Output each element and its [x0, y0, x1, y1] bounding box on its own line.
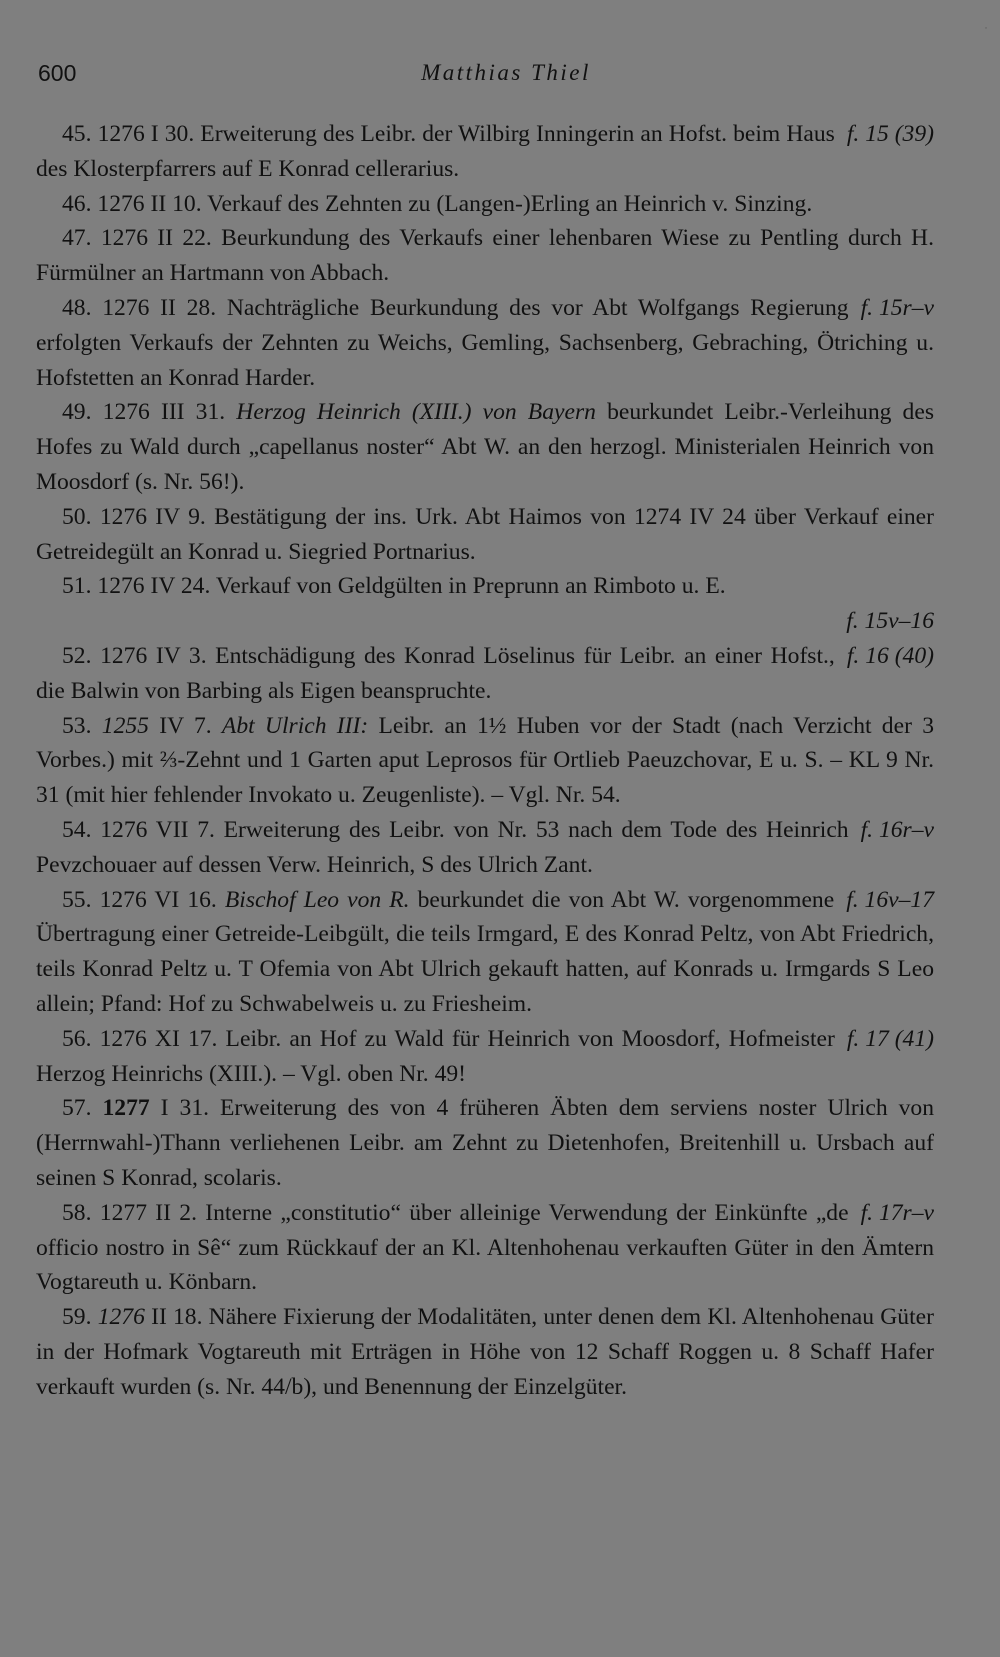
entry — [36, 500, 934, 570]
entry-number: 50. — [62, 503, 92, 530]
entry-number: 57. — [62, 1095, 92, 1122]
entry — [36, 1300, 934, 1404]
entry — [36, 639, 934, 709]
entry-date: 1276 II 22. — [100, 225, 212, 252]
entry-folio: f. 15r–v — [860, 294, 934, 321]
entry — [36, 187, 934, 222]
entry — [36, 117, 934, 187]
entry-number: 53. — [62, 712, 92, 739]
entry — [36, 569, 934, 639]
entry-text: Entschädigung des Konrad Löselinus für Leibr. an einer Hofst., die Balwin von Barbing als Eigen beanspruchte. — [36, 642, 835, 704]
entry-date-rest: IV 7. — [148, 712, 212, 739]
entry-number: 47. — [62, 225, 92, 252]
entry-date: 1276 IV 24. — [97, 573, 211, 600]
entry-issuer: Bischof Leo von R. — [224, 886, 410, 913]
entry-text: Leibr. an Hof zu Wald für Heinrich von Moosdorf, Hofmeister Herzog Heinrichs (XIII.). – Vgl. oben Nr. 49! — [36, 1025, 835, 1087]
entry-folio: f. 16r–v — [860, 816, 934, 843]
entry-date: 1276 — [97, 1304, 145, 1331]
entry-number: 51. — [62, 573, 92, 600]
page-header — [38, 60, 934, 96]
entry-text: Nachträgliche Beurkundung des vor Abt Wolfgangs Regierung erfolgten Verkaufs der Zehnten zu Weichs, Gemling, Sachsenberg, Gebraching, Ötriching u. Hofstetten an Konrad Harder. — [36, 294, 934, 391]
entry — [36, 395, 934, 499]
entry-date: 1277 — [102, 1095, 150, 1122]
entry-folio: f. 15 (39) — [846, 121, 934, 147]
page-number: 600 — [38, 60, 77, 86]
entry — [36, 1022, 934, 1092]
entry-number: 58. — [62, 1199, 92, 1226]
entry-date-rest: I 31. — [149, 1095, 210, 1122]
entry-number: 59. — [62, 1304, 92, 1331]
running-head: Matthias Thiel — [421, 60, 591, 85]
entry — [36, 291, 934, 395]
entry-date: 1276 XI 17. — [99, 1025, 218, 1052]
entry-text: Bestätigung der ins. Urk. Abt Haimos von 1274 IV 24 über Verkauf einer Getreidegült an Konrad u. Siegried Portnarius. — [36, 503, 935, 565]
entry-folio: f. 17 (41) — [846, 1025, 934, 1052]
entry — [36, 221, 934, 291]
entry-text: Erweiterung des von 4 früheren Äbten dem serviens noster Ulrich von (Herrnwahl-)Thann verliehenen Leibr. am Zehnt zu Dietenhofen, Breitenhill u. Ursbach auf seinen S Konrad, scolaris. — [36, 1095, 934, 1191]
entry-text: Erweiterung des Leibr. von Nr. 53 nach dem Tode des Heinrich Pevzchouaer auf dessen Verw. Heinrich, S des Ulrich Zant. — [36, 816, 849, 878]
entry-number: 54. — [62, 816, 92, 843]
entry — [36, 709, 934, 813]
entry-text: Nähere Fixierung der Modalitäten, unter denen dem Kl. Altenhohenau Güter in der Hofmark Vogtareuth mit Erträgen in Höhe von 12 Schaff Roggen u. 8 Schaff Hafer verkauft wurden (s. Nr. 44/b), und Benennung der Einzelgüter. — [36, 1304, 934, 1400]
entry-date: 1276 IV 9. — [99, 503, 206, 530]
entry-folio: f. 16v–17 — [846, 886, 934, 913]
entry-number: 56. — [62, 1025, 92, 1052]
entry-date: 1255 — [101, 712, 149, 739]
entry-text: Beurkundung des Verkaufs einer lehenbaren Wiese zu Pentling durch H. Fürmülner an Hartmann von Abbach. — [36, 225, 934, 287]
entry-number: 49. — [62, 399, 92, 426]
entry-number: 52. — [62, 642, 92, 669]
entry-folio: f. 16 (40) — [846, 642, 934, 669]
entry-text: beurkundet die von Abt W. vorgenommene Übertragung einer Getreide-Leibgült, die teils Irmgard, E des Konrad Peltz, von Abt Friedrich, teils Konrad Peltz u. T Ofemia von Abt Ulrich gekauft hatten, auf Konrads u. Irmgards S Leo allein; Pfand: Hof zu Schwabelweis u. zu Friesheim. — [36, 886, 934, 1017]
entry-number: 46. — [62, 190, 92, 217]
entry-date: 1277 II 2. — [99, 1199, 197, 1226]
entry-folio: f. 17r–v — [860, 1199, 934, 1226]
entry-text: Leibr. an 1½ Huben vor der Stadt (nach Verzicht der 3 Vorbes.) mit ⅔-Zehnt und 1 Garten aput Leprosos für Ortlieb Paeuzchovar, E u. S. – KL 9 Nr. 31 (mit hier fehlender Invokato u. Zeugenliste). – Vgl. Nr. 54. — [36, 712, 934, 809]
entry-number: 48. — [62, 294, 92, 321]
entry-text: beurkundet Leibr.-Verleihung des Hofes zu Wald durch „capellanus noster“ Abt W. an den herzogl. Ministerialen Heinrich von Moosdorf (s. Nr. 56!). — [36, 399, 934, 495]
entry-date: 1276 VII 7. — [100, 816, 215, 843]
entry-date: 1276 I 30. — [97, 121, 195, 147]
entry — [36, 1091, 934, 1195]
entry-text: Verkauf des Zehnten zu (Langen-)Erling an Heinrich v. Sinzing. — [201, 190, 813, 217]
entry-date: 1276 IV 3. — [100, 642, 207, 669]
entry-date-rest: II 18. — [144, 1304, 203, 1331]
entry-date: 1276 II 10. — [97, 190, 202, 217]
entry-date: 1276 VI 16. — [99, 886, 217, 913]
entry-number: 45. — [62, 121, 92, 147]
entry-text: Verkauf von Geldgülten in Preprunn an Rimboto u. E. — [210, 573, 726, 600]
entry-text: Erweiterung des Leibr. der Wilbirg Inningerin an Hofst. beim Haus des Klosterpfarrers auf E Konrad cellerarius. — [36, 121, 835, 182]
entry — [36, 813, 934, 883]
entry-text: Interne „constitutio“ über alleinige Verwendung der Einkünfte „de officio nostro in Sê“ zum Rückkauf der an Kl. Altenhohenau verkauften Güter in den Ämtern Vogtareuth u. Könbarn. — [36, 1199, 934, 1296]
corner-mark: ˙ — [984, 24, 988, 38]
entry-issuer: Herzog Heinrich (XIII.) von Bayern — [236, 399, 596, 426]
entry-date: 1276 II 28. — [102, 294, 217, 321]
entry-issuer: Abt Ulrich III: — [221, 712, 369, 739]
entry-date: 1276 III 31. — [102, 399, 226, 426]
entry-number: 55. — [62, 886, 92, 913]
entry — [36, 1196, 934, 1300]
entry-list — [36, 117, 934, 1404]
entry — [36, 883, 934, 1022]
entry-folio: f. 15v–16 — [846, 608, 934, 635]
